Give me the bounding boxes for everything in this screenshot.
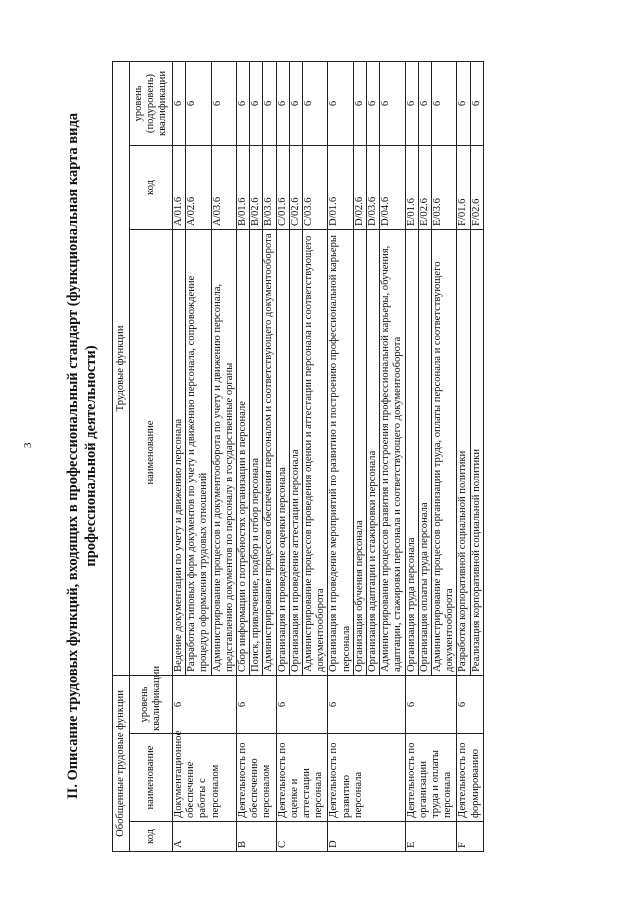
page-number: 3 — [22, 442, 34, 448]
function-name: Разработка корпоративной социальной политики — [457, 230, 470, 676]
group-code-header: код — [130, 822, 173, 852]
function-code: A/03.6 — [211, 146, 236, 230]
function-level: 6 — [418, 61, 431, 145]
group-level: 6 — [405, 676, 457, 734]
function-code: A/02.6 — [186, 146, 211, 230]
group-code: B — [237, 822, 277, 852]
header-row-1 — [113, 61, 130, 851]
function-level: 6 — [367, 61, 380, 145]
group-code: E — [405, 822, 457, 852]
function-code: C/01.6 — [276, 146, 289, 230]
function-name: Организация и проведение мероприятий по развитию и построению профессиональной карьеры персонала — [328, 230, 353, 676]
function-level: 6 — [211, 61, 236, 145]
labor-functions-header: Трудовые функции — [113, 61, 130, 675]
function-level-header: уровень (подуровень) квалификации — [130, 61, 173, 145]
function-code: D/04.6 — [380, 146, 405, 230]
function-name: Администрирование процессов обеспечения персоналом и соответствующего документооборота — [263, 230, 276, 676]
function-code: D/03.6 — [367, 146, 380, 230]
function-name: Сбор информации о потребностях организации в персонале — [237, 230, 250, 676]
function-level: 6 — [289, 61, 302, 145]
function-code-header: код — [130, 146, 173, 230]
function-code: F/01.6 — [457, 146, 470, 230]
function-code: A/01.6 — [173, 146, 186, 230]
group-code: C — [276, 822, 328, 852]
function-name: Ведение документации по учету и движению персонала — [173, 230, 186, 676]
function-name: Организация обучения персонала — [353, 230, 366, 676]
function-name: Организация адаптации и стажировки персонала — [367, 230, 380, 676]
group-code: D — [328, 822, 405, 852]
function-code: E/01.6 — [405, 146, 418, 230]
group-level: 6 — [276, 676, 328, 734]
function-code: E/02.6 — [418, 146, 431, 230]
group-name: Деятельность по развитию персонала — [328, 734, 405, 822]
function-level: 6 — [405, 61, 418, 145]
function-name: Администрирование процессов проведения оценки и аттестации персонала и соответствующего документооборота — [303, 230, 328, 676]
table-body — [173, 61, 484, 851]
function-code: C/03.6 — [303, 146, 328, 230]
function-name: Организация и проведение оценки персонала — [276, 230, 289, 676]
function-code: C/02.6 — [289, 146, 302, 230]
group-name: Деятельность по оценке и аттестации персонала — [276, 734, 328, 822]
function-name: Администрирование процессов организации труда, оплаты персонала и соответствующего документооборота — [432, 230, 457, 676]
group-name: Деятельность по обеспечению персоналом — [237, 734, 277, 822]
group-name-header: наименование — [130, 734, 173, 822]
group-name: Деятельность по формированию — [457, 734, 483, 822]
table-row — [173, 61, 186, 851]
function-level: 6 — [457, 61, 470, 145]
generalized-functions-header: Обобщенные трудовые функции — [113, 676, 130, 852]
group-code: F — [457, 822, 483, 852]
function-level: 6 — [186, 61, 211, 145]
table-row — [405, 61, 418, 851]
section-title: II. Описание трудовых функций, входящих в профессиональный стандарт (функциональная карта вида профессиональной деятельности) — [65, 112, 99, 800]
function-level: 6 — [173, 61, 186, 145]
function-level: 6 — [353, 61, 366, 145]
table-row — [237, 61, 250, 851]
table-row — [457, 61, 470, 851]
function-level: 6 — [380, 61, 405, 145]
function-name: Организация оплаты труда персонала — [418, 230, 431, 676]
function-level: 6 — [303, 61, 328, 145]
function-name: Администрирование процессов развития и построения профессиональной карьеры, обучения, адаптации, стажировки персонала и соответствующего документооборота — [380, 230, 405, 676]
table-row — [328, 61, 353, 851]
function-name: Организация и проведение аттестации персонала — [289, 230, 302, 676]
function-code: E/03.6 — [432, 146, 457, 230]
function-code: B/01.6 — [237, 146, 250, 230]
function-code: D/01.6 — [328, 146, 353, 230]
group-name: Документационное обеспечение работы с персоналом — [173, 734, 237, 822]
function-code: B/02.6 — [250, 146, 263, 230]
group-level: 6 — [237, 676, 277, 734]
function-name: Разработка типовых форм документов по учету и движению персонала, сопровождение процедур оформления трудовых отношений — [186, 230, 211, 676]
group-level: 6 — [173, 676, 237, 734]
function-level: 6 — [250, 61, 263, 145]
function-level: 6 — [432, 61, 457, 145]
function-code: B/03.6 — [263, 146, 276, 230]
function-level: 6 — [276, 61, 289, 145]
group-level: 6 — [328, 676, 405, 734]
function-level: 6 — [263, 61, 276, 145]
function-level: 6 — [237, 61, 250, 145]
function-name: Организация труда персонала — [405, 230, 418, 676]
function-code: D/02.6 — [353, 146, 366, 230]
group-level-header: уровень квалификации — [130, 676, 173, 734]
functional-map-table — [112, 61, 484, 852]
function-level: 6 — [470, 61, 483, 145]
header-row-2 — [130, 61, 173, 851]
rotated-table-container — [112, 62, 484, 852]
function-code: F/02.6 — [470, 146, 483, 230]
group-name: Деятельность по организации труда и оплаты персонала — [405, 734, 457, 822]
table-row — [276, 61, 289, 851]
function-name-header: наименование — [130, 230, 173, 676]
group-level: 6 — [457, 676, 483, 734]
function-name: Администрирование процессов и документооборота по учету и движению персонала, представлению документов по персоналу в государственные органы — [211, 230, 236, 676]
function-level: 6 — [328, 61, 353, 145]
function-name: Поиск, привлечение, подбор и отбор персонала — [250, 230, 263, 676]
group-code: A — [173, 822, 237, 852]
function-name: Реализация корпоративной социальной политики — [470, 230, 483, 676]
